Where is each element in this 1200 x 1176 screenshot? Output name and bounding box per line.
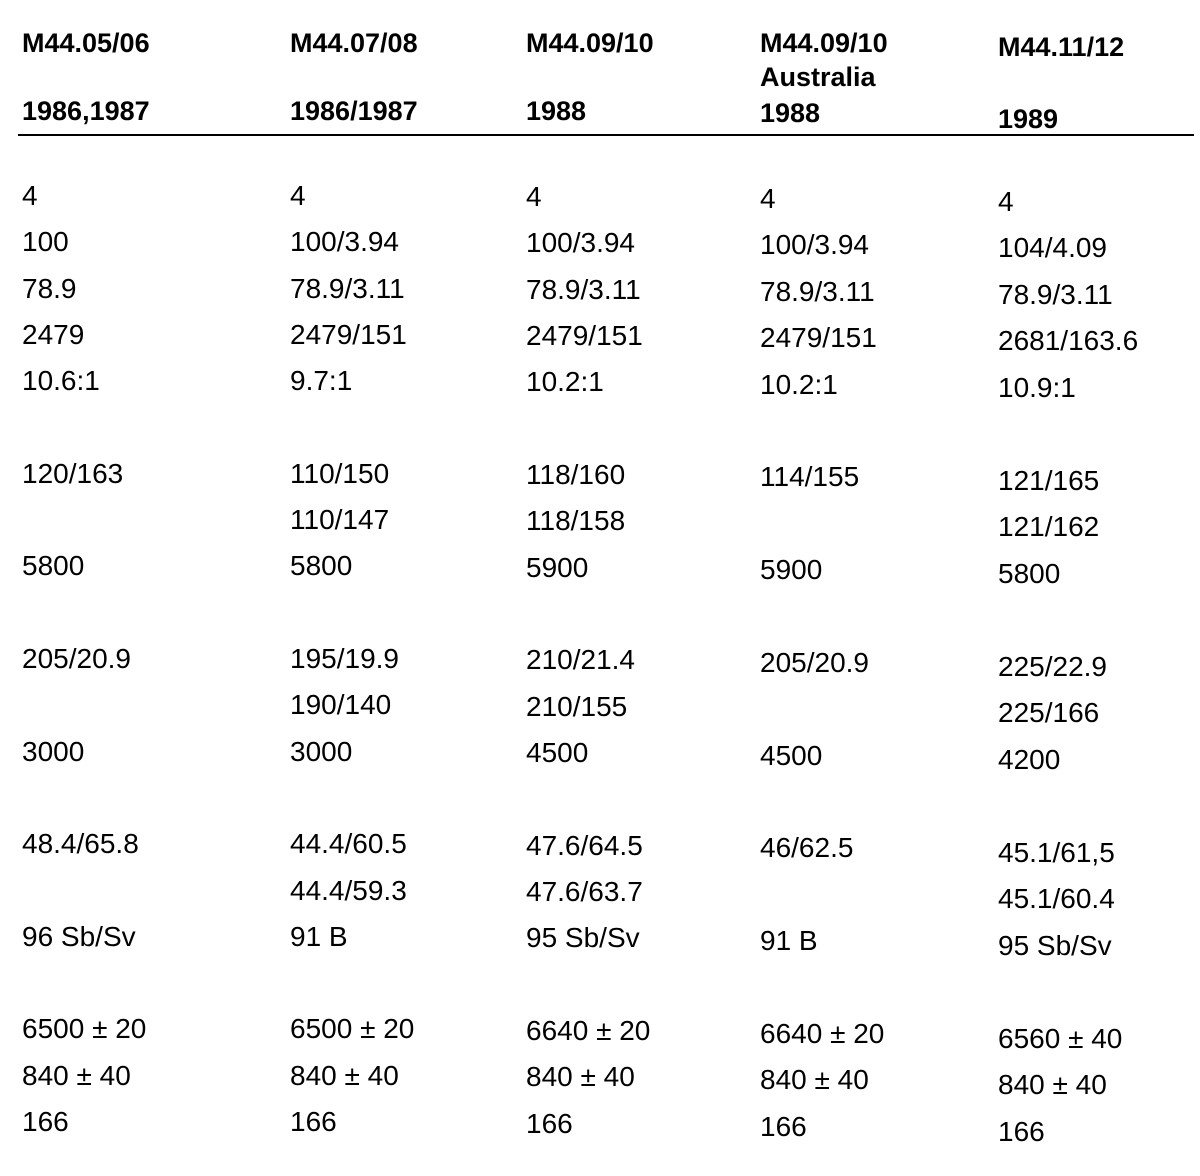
table-cell: 95 Sb/Sv: [998, 930, 1112, 961]
table-cell: 840 ± 40: [22, 1060, 131, 1091]
table-cell: 48.4/65.8: [22, 828, 139, 859]
table-cell: 2479/151: [760, 322, 877, 353]
table-cell: 6560 ± 40: [998, 1023, 1123, 1054]
table-cell: 5900: [526, 552, 589, 583]
table-cell: 4500: [760, 740, 823, 771]
table-cell: 46/62.5: [760, 832, 854, 863]
table-cell: 166: [526, 1108, 573, 1139]
table-cell: 9.7:1: [290, 365, 353, 396]
table-cell: 10.6:1: [22, 365, 100, 396]
table-cell: 10.2:1: [526, 366, 604, 397]
table-cell: 5900: [760, 554, 823, 585]
table-cell: 96 Sb/Sv: [22, 921, 136, 952]
column-model: M44.09/10: [526, 28, 654, 58]
table-cell: 2479/151: [526, 320, 643, 351]
table-cell: 5800: [22, 550, 85, 581]
table-cell: 6500 ± 20: [22, 1013, 147, 1044]
table-cell: 195/19.9: [290, 643, 399, 674]
column-model: M44.07/08: [290, 28, 418, 58]
table-cell: 2479/151: [290, 319, 407, 350]
table-cell: 225/166: [998, 697, 1100, 728]
table-cell: 47.6/63.7: [526, 876, 643, 907]
table-cell: 100/3.94: [760, 229, 869, 260]
table-cell: 2479: [22, 319, 85, 350]
table-cell: 210/21.4: [526, 644, 635, 675]
table-cell: 6640 ± 20: [526, 1015, 651, 1046]
header-divider: [18, 134, 1194, 136]
table-cell: 840 ± 40: [760, 1064, 869, 1095]
table-cell: 166: [998, 1116, 1045, 1147]
table-cell: 4500: [526, 737, 589, 768]
table-cell: 840 ± 40: [998, 1069, 1107, 1100]
table-cell: 6500 ± 20: [290, 1013, 415, 1044]
table-cell: 45.1/61,5: [998, 837, 1115, 868]
table-cell: 205/20.9: [760, 647, 869, 678]
column-model: M44.09/10: [760, 28, 888, 58]
table-cell: 121/162: [998, 511, 1100, 542]
table-cell: 205/20.9: [22, 643, 131, 674]
table-cell: 78.9: [22, 273, 77, 304]
table-cell: 840 ± 40: [290, 1060, 399, 1091]
table-cell: 4200: [998, 744, 1061, 775]
table-cell: 78.9/3.11: [760, 276, 875, 307]
table-cell: 6640 ± 20: [760, 1018, 885, 1049]
table-cell: 78.9/3.11: [998, 279, 1113, 310]
table-cell: 91 B: [760, 925, 818, 956]
table-cell: 121/165: [998, 465, 1100, 496]
table-cell: 110/147: [290, 504, 390, 535]
table-cell: 118/160: [526, 459, 626, 490]
table-cell: 120/163: [22, 458, 124, 489]
table-cell: 190/140: [290, 689, 392, 720]
table-cell: 114/155: [760, 461, 860, 492]
column-year: 1989: [998, 104, 1059, 134]
table-cell: 4: [998, 186, 1014, 217]
table-cell: 166: [290, 1106, 337, 1137]
table-cell: 2681/163.6: [998, 325, 1139, 356]
table-cell: 10.9:1: [998, 372, 1076, 403]
table-cell: 4: [526, 181, 542, 212]
column-year: 1988: [760, 98, 821, 128]
column-region: Australia: [760, 62, 876, 92]
table-cell: 210/155: [526, 691, 628, 722]
table-cell: 45.1/60.4: [998, 883, 1115, 914]
table-cell: 95 Sb/Sv: [526, 922, 640, 953]
table-cell: 3000: [22, 736, 85, 767]
table-cell: 166: [760, 1111, 807, 1142]
column-year: 1986/1987: [290, 96, 418, 126]
table-cell: 5800: [998, 558, 1061, 589]
table-cell: 100: [22, 226, 69, 257]
table-cell: 118/158: [526, 505, 626, 536]
table-cell: 44.4/60.5: [290, 828, 407, 859]
table-cell: 5800: [290, 550, 353, 581]
table-cell: 4: [760, 183, 776, 214]
table-cell: 44.4/59.3: [290, 875, 407, 906]
table-cell: 78.9/3.11: [526, 274, 641, 305]
table-cell: 3000: [290, 736, 353, 767]
column-year: 1988: [526, 96, 587, 126]
table-cell: 110/150: [290, 458, 390, 489]
table-cell: 100/3.94: [526, 227, 635, 258]
table-cell: 104/4.09: [998, 232, 1107, 263]
column-model: M44.11/12: [998, 32, 1125, 62]
table-cell: 47.6/64.5: [526, 830, 643, 861]
table-cell: 10.2:1: [760, 369, 838, 400]
column-year: 1986,1987: [22, 96, 150, 126]
table-cell: 166: [22, 1106, 69, 1137]
table-cell: 100/3.94: [290, 226, 399, 257]
table-cell: 78.9/3.11: [290, 273, 405, 304]
table-cell: 91 B: [290, 921, 348, 952]
table-cell: 4: [290, 180, 306, 211]
column-model: M44.05/06: [22, 28, 150, 58]
table-cell: 4: [22, 180, 38, 211]
table-cell: 840 ± 40: [526, 1061, 635, 1092]
table-cell: 225/22.9: [998, 651, 1107, 682]
